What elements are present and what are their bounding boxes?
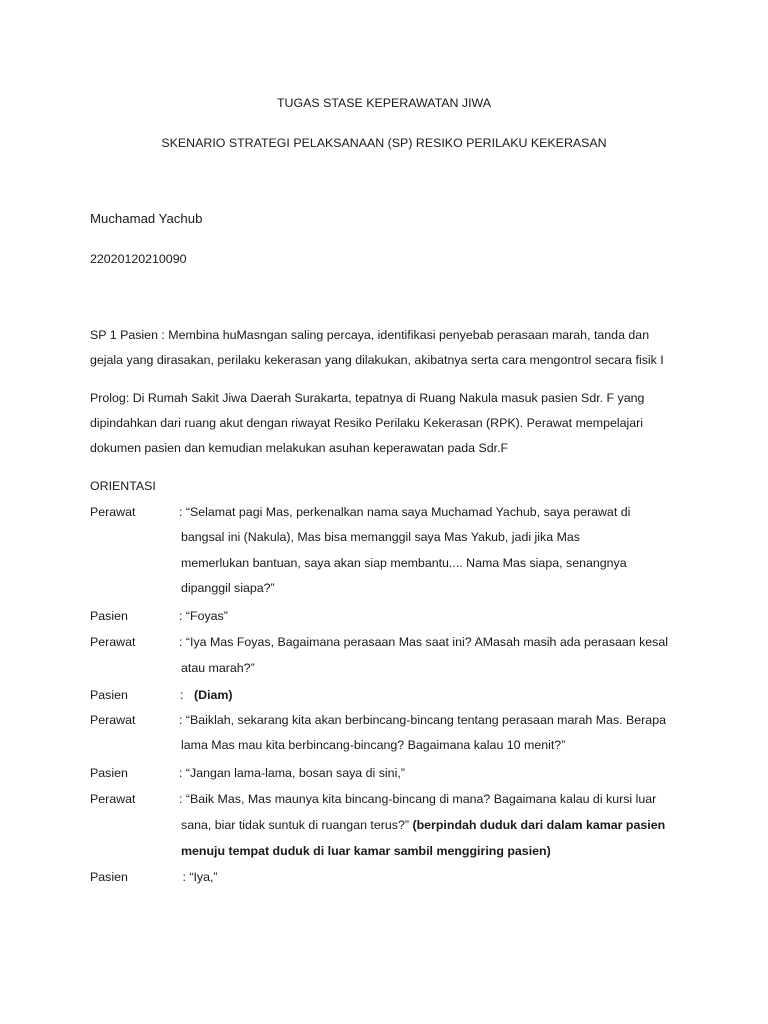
dialog-line: : “Iya Mas Foyas, Bagaimana perasaan Mas saat ini? AMasah masih ada perasaan kesal: [179, 635, 669, 649]
stage-direction: (Diam): [194, 688, 233, 702]
prolog-line-2: dipindahkan dari ruang akut dengan riwayat Resiko Perilaku Kekerasan (RPK). Perawat mempelajari: [90, 416, 644, 430]
dialog-line: dipanggil siapa?”: [181, 581, 275, 595]
sp-line-2: gejala yang dirasakan, perilaku kekerasan yang dilakukan, akibatnya serta cara mengontrol secara fisik I: [90, 353, 664, 367]
prolog-line-1: Prolog: Di Rumah Sakit Jiwa Daerah Surakarta, tepatnya di Ruang Nakula masuk pasien Sdr. F yang: [90, 391, 645, 405]
section-heading: ORIENTASI: [90, 479, 156, 493]
speaker-label: Perawat: [90, 505, 136, 519]
stage-direction: (berpindah duduk dari dalam kamar pasien: [412, 818, 666, 832]
stage-direction: menuju tempat duduk di luar kamar sambil menggiring pasien): [181, 844, 551, 858]
dialog-line: bangsal ini (Nakula), Mas bisa memanggil saya Mas Yakub, jadi jika Mas: [181, 530, 580, 544]
prolog-line-3: dokumen pasien dan kemudian melakukan asuhan keperawatan pada Sdr.F: [90, 441, 509, 455]
document-subtitle: SKENARIO STRATEGI PELAKSANAAN (SP) RESIKO PERILAKU KEKERASAN: [161, 136, 607, 150]
speaker-label: Pasien: [90, 688, 128, 702]
speaker-label: Perawat: [90, 792, 136, 806]
dialog-line: atau marah?”: [181, 661, 255, 675]
dialog-line: [181, 817, 665, 833]
speaker-label: Perawat: [90, 713, 136, 727]
author-name: Muchamad Yachub: [90, 211, 203, 226]
dialog-line: : “Jangan lama-lama, bosan saya di sini,”: [179, 766, 405, 780]
speaker-label: Pasien: [90, 609, 128, 623]
document-title: TUGAS STASE KEPERAWATAN JIWA: [276, 96, 492, 110]
dialog-line: : “Selamat pagi Mas, perkenalkan nama saya Muchamad Yachub, saya perawat di: [179, 505, 631, 519]
dialog-colon: :: [180, 688, 184, 702]
sp-line-1: SP 1 Pasien : Membina huMasngan saling percaya, identifikasi penyebab perasaan marah, tanda dan: [90, 328, 650, 342]
dialog-line: : “Iya,”: [179, 870, 218, 884]
student-id: 22020120210090: [90, 252, 187, 266]
dialog-line: : “Foyas”: [179, 609, 228, 623]
dialog-line: memerlukan bantuan, saya akan siap membantu.... Nama Mas siapa, senangnya: [181, 556, 627, 570]
speaker-label: Perawat: [90, 635, 136, 649]
speaker-label: Pasien: [90, 870, 128, 884]
dialog-line: : “Baik Mas, Mas maunya kita bincang-bincang di mana? Bagaimana kalau di kursi luar: [179, 792, 657, 806]
speaker-label: Pasien: [90, 766, 128, 780]
dialog-text: sana, biar tidak suntuk di ruangan terus?”: [181, 818, 409, 832]
dialog-line: : “Baiklah, sekarang kita akan berbincang-bincang tentang perasaan marah Mas. Berapa: [179, 713, 666, 727]
dialog-line: lama Mas mau kita berbincang-bincang? Bagaimana kalau 10 menit?”: [181, 738, 566, 752]
